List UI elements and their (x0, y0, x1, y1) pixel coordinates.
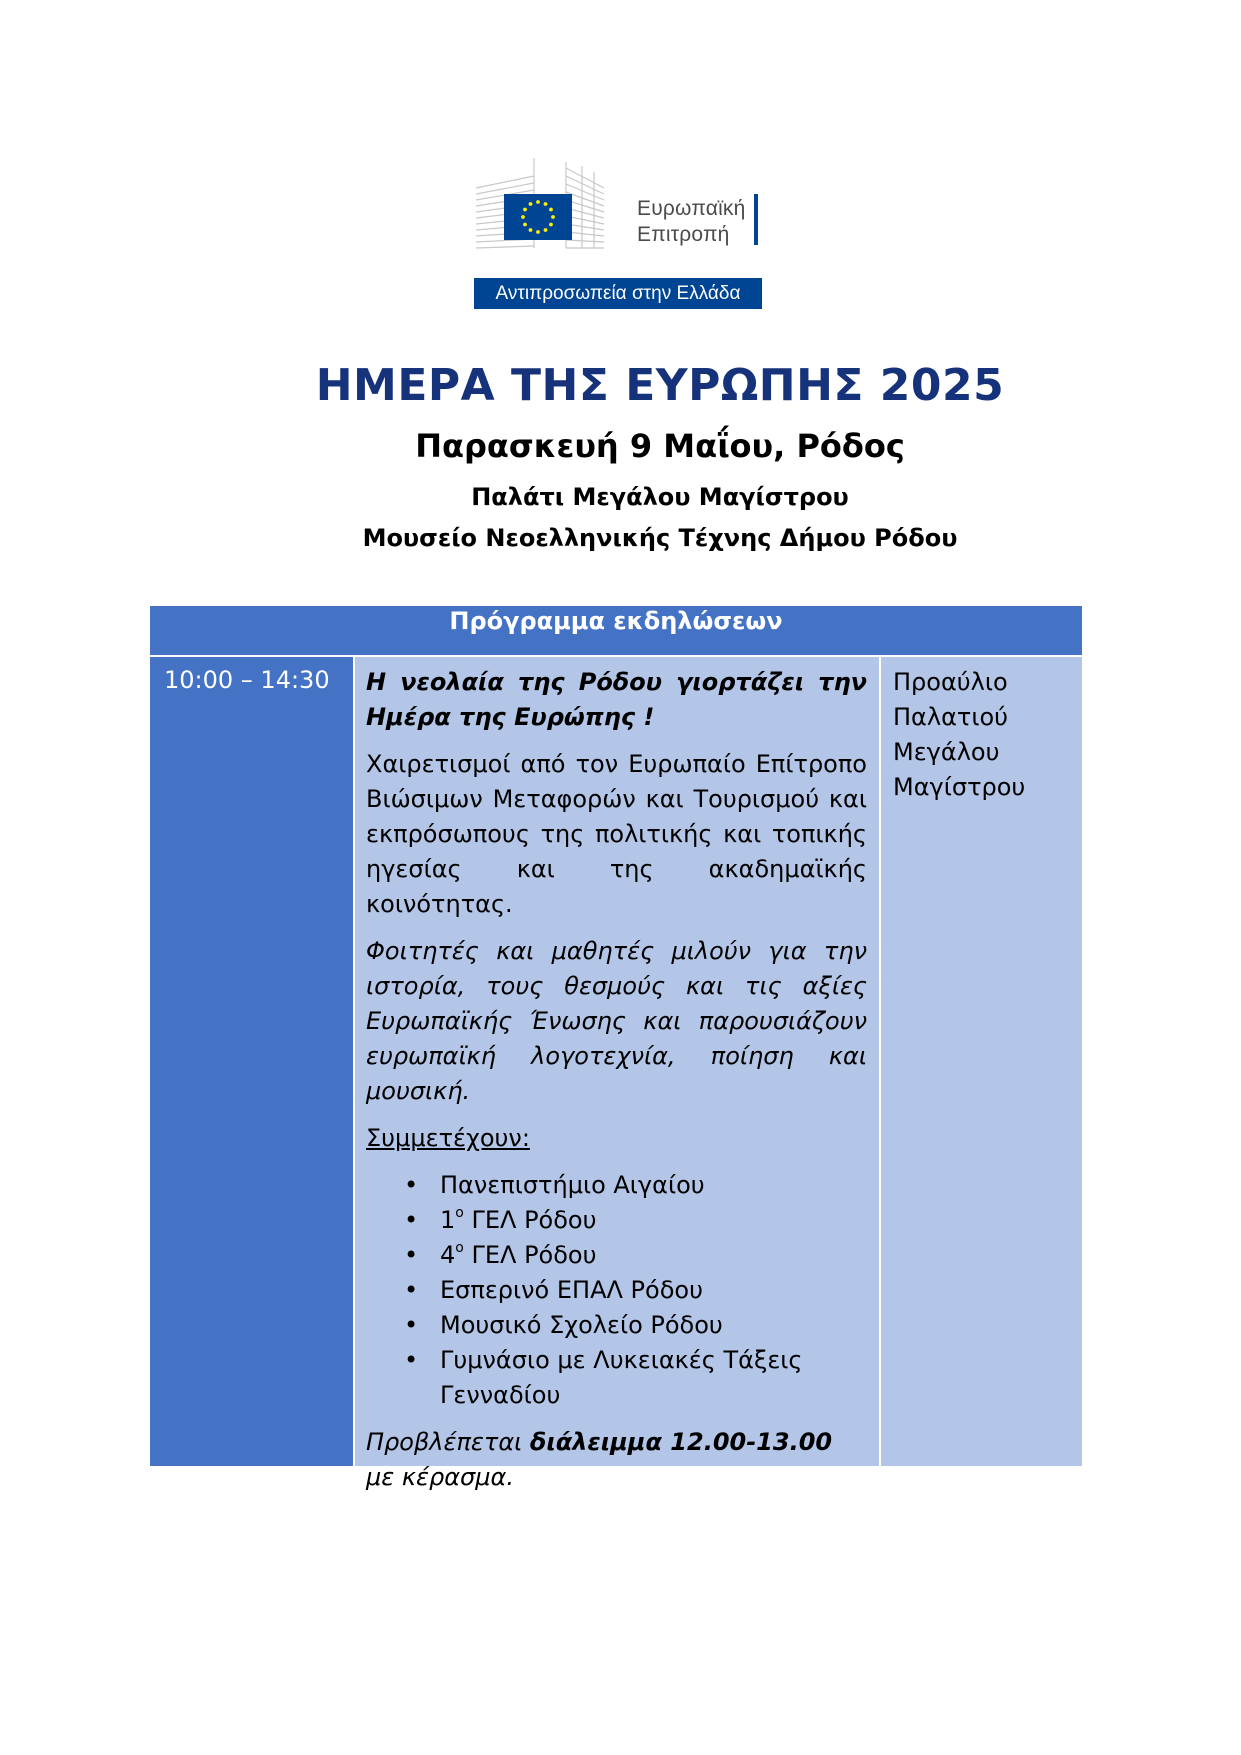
flag-star (523, 223, 527, 227)
flag-star (544, 228, 548, 232)
flag-star (536, 200, 540, 204)
page-title: ΗΜΕΡΑ ΤΗΣ ΕΥΡΩΠΗΣ 2025 (315, 360, 1005, 411)
logo-banner: Αντιπροσωπεία στην Ελλάδα (474, 278, 762, 309)
list-item: • Εσπερινό ΕΠΑΛ Ρόδου (366, 1273, 867, 1308)
list-item: • Γυμνάσιο με Λυκειακές Τάξεις Γενναδίου (366, 1343, 867, 1413)
flag-star (549, 223, 553, 227)
flag-star (529, 228, 533, 232)
venue-1: Παλάτι Μεγάλου Μαγίστρου (471, 483, 849, 511)
location-line: Παλατιού (893, 703, 1009, 731)
list-item: • Πανεπιστήμιο Αιγαίου (366, 1168, 867, 1203)
ec-logo (474, 158, 766, 310)
venue-2: Μουσείο Νεοελληνικής Τέχνης Δήμου Ρόδου (362, 524, 958, 552)
flag-star (536, 230, 540, 234)
list-item: • $1^o$ ΓΕΛ Ρόδου (366, 1203, 867, 1238)
flag-star (544, 202, 548, 206)
program-table-heading: Πρόγραμμα εκδηλώσεων (150, 606, 1082, 657)
greetings-text: Χαιρετισμοί από τον Ευρωπαίο Επίτροπο Βιώσιμων Μεταφορών και Τουρισμού και εκπρόσωπους της πολιτικής και τοπικής ηγεσίας και της ακαδημαϊκής κοινότητας. (366, 750, 867, 918)
participants-label: Συμμετέχουν: (366, 1124, 530, 1152)
participants-list (366, 1168, 867, 1413)
flag-star (551, 215, 555, 219)
event-date: Παρασκευή 9 Μαΐου, Ρόδος (415, 427, 905, 465)
program-location (881, 657, 1082, 1466)
list-item: • Μουσικό Σχολείο Ρόδου (366, 1308, 867, 1343)
logo-wordmark-line2: Επιτροπή (637, 223, 730, 246)
flag-star (523, 208, 527, 212)
students-text: Φοιτητές και μαθητές μιλούν για την ιστορία, τους θεσμούς και τις αξίες Ευρωπαϊκής Ένωσης και παρουσιάζουν ευρωπαϊκή λογοτεχνία, ποίηση και μουσική. (366, 937, 867, 1105)
flag-star (549, 208, 553, 212)
program-row (150, 657, 1082, 1491)
location-line: Μαγίστρου (893, 773, 1026, 801)
location-line: Μεγάλου (893, 738, 1000, 766)
location-line: Προαύλιο (893, 668, 1008, 696)
program-description (355, 657, 881, 1491)
logo-divider (754, 194, 758, 245)
logo-wordmark-line1: Ευρωπαϊκή (637, 197, 746, 220)
program-time: 10:00 – 14:30 (150, 657, 355, 1466)
program-table (150, 606, 1082, 1491)
flag-star (521, 215, 525, 219)
event-title: Η νεολαία της Ρόδου γιορτάζει την Ημέρα της Ευρώπης ! (366, 668, 867, 731)
list-item: • $4^o$ ΓΕΛ Ρόδου (366, 1238, 867, 1273)
flag-star (529, 202, 533, 206)
break-note: Προβλέπεται διάλειμμα 12.00-13.00 με κέρασμα. (366, 1428, 833, 1491)
